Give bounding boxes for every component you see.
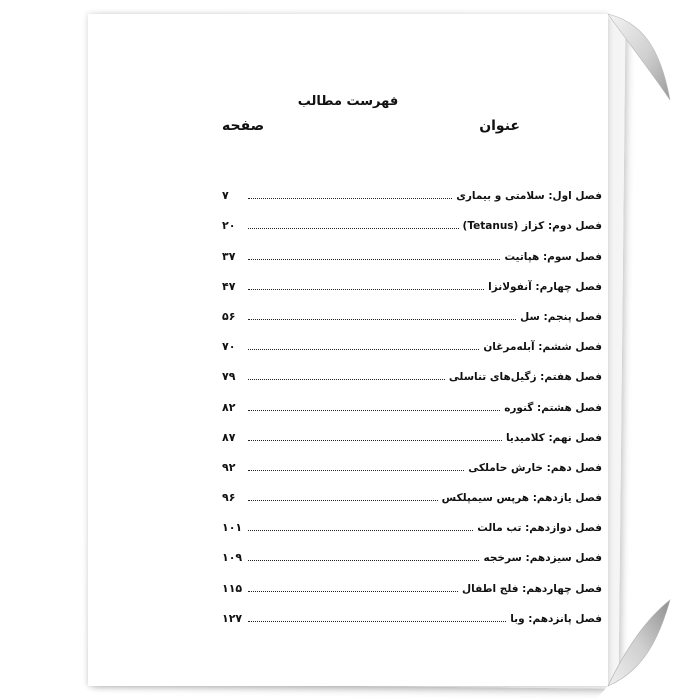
toc-entry-title: فصل یازدهم: هرپس سیمپلکس (441, 492, 602, 505)
toc-row (222, 534, 602, 564)
page-curl-bottom-icon (475, 590, 675, 700)
toc-entry-page: ۸۷ (222, 430, 236, 444)
column-page-header: صفحه (222, 118, 265, 134)
toc-row (222, 202, 602, 232)
toc-leader-dots (248, 410, 500, 411)
toc-entry-page: ۷۰ (222, 340, 236, 354)
toc-entry-page: ۱۱۵ (222, 581, 243, 595)
toc-entry-page: ۹۶ (222, 491, 236, 505)
toc-leader-dots (248, 621, 506, 622)
toc-row (222, 353, 602, 383)
toc-entry-title: فصل ششم: آبله‌مرغان (483, 341, 602, 354)
toc-entry-title: فصل هفتم: زگیل‌های تناسلی (448, 371, 602, 384)
toc-entry-page: ۳۷ (222, 249, 236, 263)
toc-leader-dots (248, 530, 473, 531)
toc-entry-title: فصل دهم: خارش حاملکی (468, 461, 602, 474)
toc-leader-dots (248, 319, 516, 320)
table-of-contents (222, 172, 602, 625)
toc-entry-title: فصل پنجم: سل (520, 310, 602, 323)
toc-row (222, 293, 602, 323)
document-page (88, 14, 608, 686)
toc-entry-page: ۹۲ (222, 460, 236, 474)
toc-entry-page: ۷۹ (222, 370, 236, 384)
toc-entry-page: ۱۲۷ (222, 611, 243, 625)
toc-entry-page: ۴۷ (222, 279, 236, 293)
toc-entry-title: فصل هشتم: گنوره (504, 401, 602, 414)
column-title-header: عنوان (479, 118, 520, 134)
toc-leader-dots (248, 228, 459, 229)
toc-leader-dots (248, 259, 500, 260)
toc-entry-page: ۸۲ (222, 400, 236, 414)
toc-row (222, 504, 602, 534)
toc-row (222, 263, 602, 293)
toc-row (222, 474, 602, 504)
toc-leader-dots (248, 560, 479, 561)
toc-entry-title: فصل پانزدهم: وبا (510, 612, 602, 625)
toc-entry-title: فصل نهم: کلامیدیا (505, 431, 602, 444)
toc-leader-dots (248, 591, 458, 592)
toc-entry-title: فصل چهارم: آنفولانزا (488, 280, 602, 293)
toc-leader-dots (248, 379, 445, 380)
toc-leader-dots (248, 198, 452, 199)
toc-entry-page: ۱۰۹ (222, 551, 243, 565)
toc-leader-dots (248, 349, 479, 350)
toc-entry-page: ۱۰۱ (222, 521, 243, 535)
toc-row (222, 232, 602, 262)
toc-entry-title: فصل اول: سلامتی و بیماری (456, 190, 602, 203)
toc-row (222, 323, 602, 353)
toc-row (222, 444, 602, 474)
toc-entry-page: ۵۶ (222, 309, 236, 323)
toc-leader-dots (248, 500, 438, 501)
toc-entry-title: فصل چهاردهم: فلج اطفال (462, 582, 602, 595)
toc-entry-title: فصل سیزدهم: سرخجه (483, 552, 602, 565)
toc-leader-dots (248, 289, 484, 290)
toc-entry-page: ۷ (222, 189, 229, 203)
toc-entry-page: ۲۰ (222, 219, 236, 233)
toc-entry-title: فصل دوازدهم: تب مالت (477, 522, 602, 535)
toc-entry-title: فصل سوم: هپاتیت (504, 250, 602, 263)
toc-row (222, 383, 602, 413)
toc-leader-dots (248, 470, 464, 471)
toc-row (222, 414, 602, 444)
toc-row (222, 172, 602, 202)
page-curl-top-icon (555, 0, 675, 110)
toc-leader-dots (248, 440, 502, 441)
page-title: فهرست مطالب (297, 94, 399, 109)
toc-entry-title: فصل دوم: کزاز (Tetanus) (462, 220, 602, 233)
